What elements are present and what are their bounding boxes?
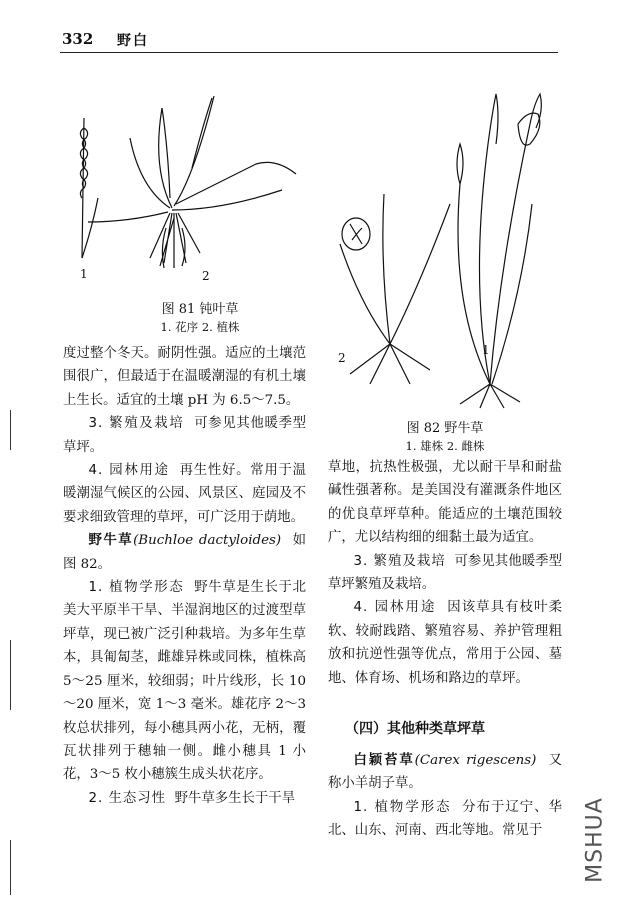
right-para-5 <box>328 796 562 843</box>
fig82-female-plant <box>340 194 450 384</box>
fig81-label-1: 1 <box>80 267 88 281</box>
right-para-2-text: 可参见其他暖季型草坪繁殖及栽培。 <box>328 553 563 593</box>
fig82-label-2: 2 <box>338 351 346 365</box>
left-para-3-heading: 4. 园林用途 <box>88 463 170 479</box>
right-para-3 <box>328 596 562 690</box>
right-para-3-heading: 4. 园林用途 <box>353 600 437 616</box>
right-para-2-heading: 3. 繁殖及栽培 <box>353 553 446 569</box>
figure-82-parts: 1. 雄株 2. 雌株 <box>405 439 485 453</box>
fig81-plant <box>88 96 296 268</box>
right-column-continued <box>328 749 562 843</box>
right-para-2 <box>328 550 562 597</box>
left-para-5-text: 野牛草是生长于北美大平原半干旱、半湿润地区的过渡型草坪草，现已被广泛引种栽培。为多年生草本，具匍匐茎，雌雄异株或同株，植株高 5～25 厘米，较细弱；叶片线形，长 10～20 厘米，宽 1～3 毫米。雄花序 2～3 枚总状排列，每小穗具两小花，无柄，覆瓦状排列于穗轴一侧。雌小穗具 1 小花，3～5 枚小穗簇生成头状花序。 <box>63 580 306 783</box>
left-para-5 <box>63 576 306 787</box>
section-heading: （四）其他种类草坪草 <box>345 721 485 737</box>
scan-margin-mark <box>10 840 11 895</box>
right-para-5-heading: 1. 植物学形态 <box>353 799 452 815</box>
fig82-label-1: 1 <box>482 343 490 357</box>
figure-82-caption <box>345 417 545 454</box>
left-para-2 <box>63 412 306 459</box>
fig81-inflorescence <box>80 118 98 258</box>
right-para-4-text: 又称小羊胡子草。 <box>328 753 562 792</box>
right-para-4 <box>328 749 562 796</box>
species-name-carex: 白颖苔草 <box>353 752 415 768</box>
fig81-label-2: 2 <box>202 269 210 283</box>
left-para-6-text: 野牛草多生长于干旱 <box>174 790 296 806</box>
right-para-3-text: 因该草具有枝叶柔软、较耐践踏、繁殖容易、养护管理粗放和抗逆性强等优点，常用于公园、墓地、体育场、机场和路边的草坪。 <box>328 600 562 686</box>
left-para-3 <box>63 459 306 529</box>
left-para-1: 度过整个冬天。耐阴性强。适应的土壤范围很广，但最适于在温暖潮湿的有机土壤上生长。适宜的土壤 pH 为 6.5～7.5。 <box>63 346 306 408</box>
left-para-6-heading: 2. 生态习性 <box>88 790 167 806</box>
figure-81-caption <box>100 298 300 335</box>
watermark <box>582 790 608 890</box>
page-number: 332 <box>62 30 94 48</box>
scan-margin-mark <box>10 640 11 710</box>
left-para-5-heading: 1. 植物学形态 <box>88 580 185 596</box>
left-para-6 <box>63 787 306 810</box>
left-para-4 <box>63 529 306 576</box>
left-column <box>63 342 306 810</box>
running-title: 野白 <box>117 33 149 49</box>
left-para-4-text: 如图 82。 <box>63 533 306 572</box>
left-para-3-text: 再生性好。常用于温暖潮湿气候区的公园、风景区、庭园及不要求细致管理的草坪，可广泛用于荫地。 <box>63 463 306 525</box>
figure-82-title: 图 82 野牛草 <box>406 421 484 436</box>
right-column <box>328 456 562 690</box>
figure-81-illustration <box>62 88 322 288</box>
latin-name-buchloe: (Buchloe dactyloides) <box>133 533 282 549</box>
watermark-text: MSHUA <box>582 797 608 883</box>
latin-name-carex: (Carex rigescens) <box>414 753 537 768</box>
species-name-buchloe: 野牛草 <box>88 532 134 549</box>
header-rule <box>60 52 558 53</box>
left-para-2-text: 可参见其他暖季型草坪。 <box>63 416 306 455</box>
fig82-male-plant <box>457 94 541 408</box>
figure-81-parts: 1. 花序 2. 植株 <box>160 320 240 334</box>
right-para-5-text: 分布于辽宁、华北、山东、河南、西北等地。常见于 <box>328 799 563 839</box>
right-para-1: 草地，抗热性极强，尤以耐干旱和耐盐碱性强著称。是美国没有灌溉条件地区的优良草坪草种。能适应的土壤范围较广，尤以结构细的细黏土最为适宜。 <box>328 460 562 546</box>
figure-82-illustration <box>330 84 562 410</box>
left-para-2-heading: 3. 繁殖及栽培 <box>88 416 185 432</box>
scan-margin-mark <box>10 410 11 450</box>
figure-81-title: 图 81 钝叶草 <box>161 302 239 317</box>
